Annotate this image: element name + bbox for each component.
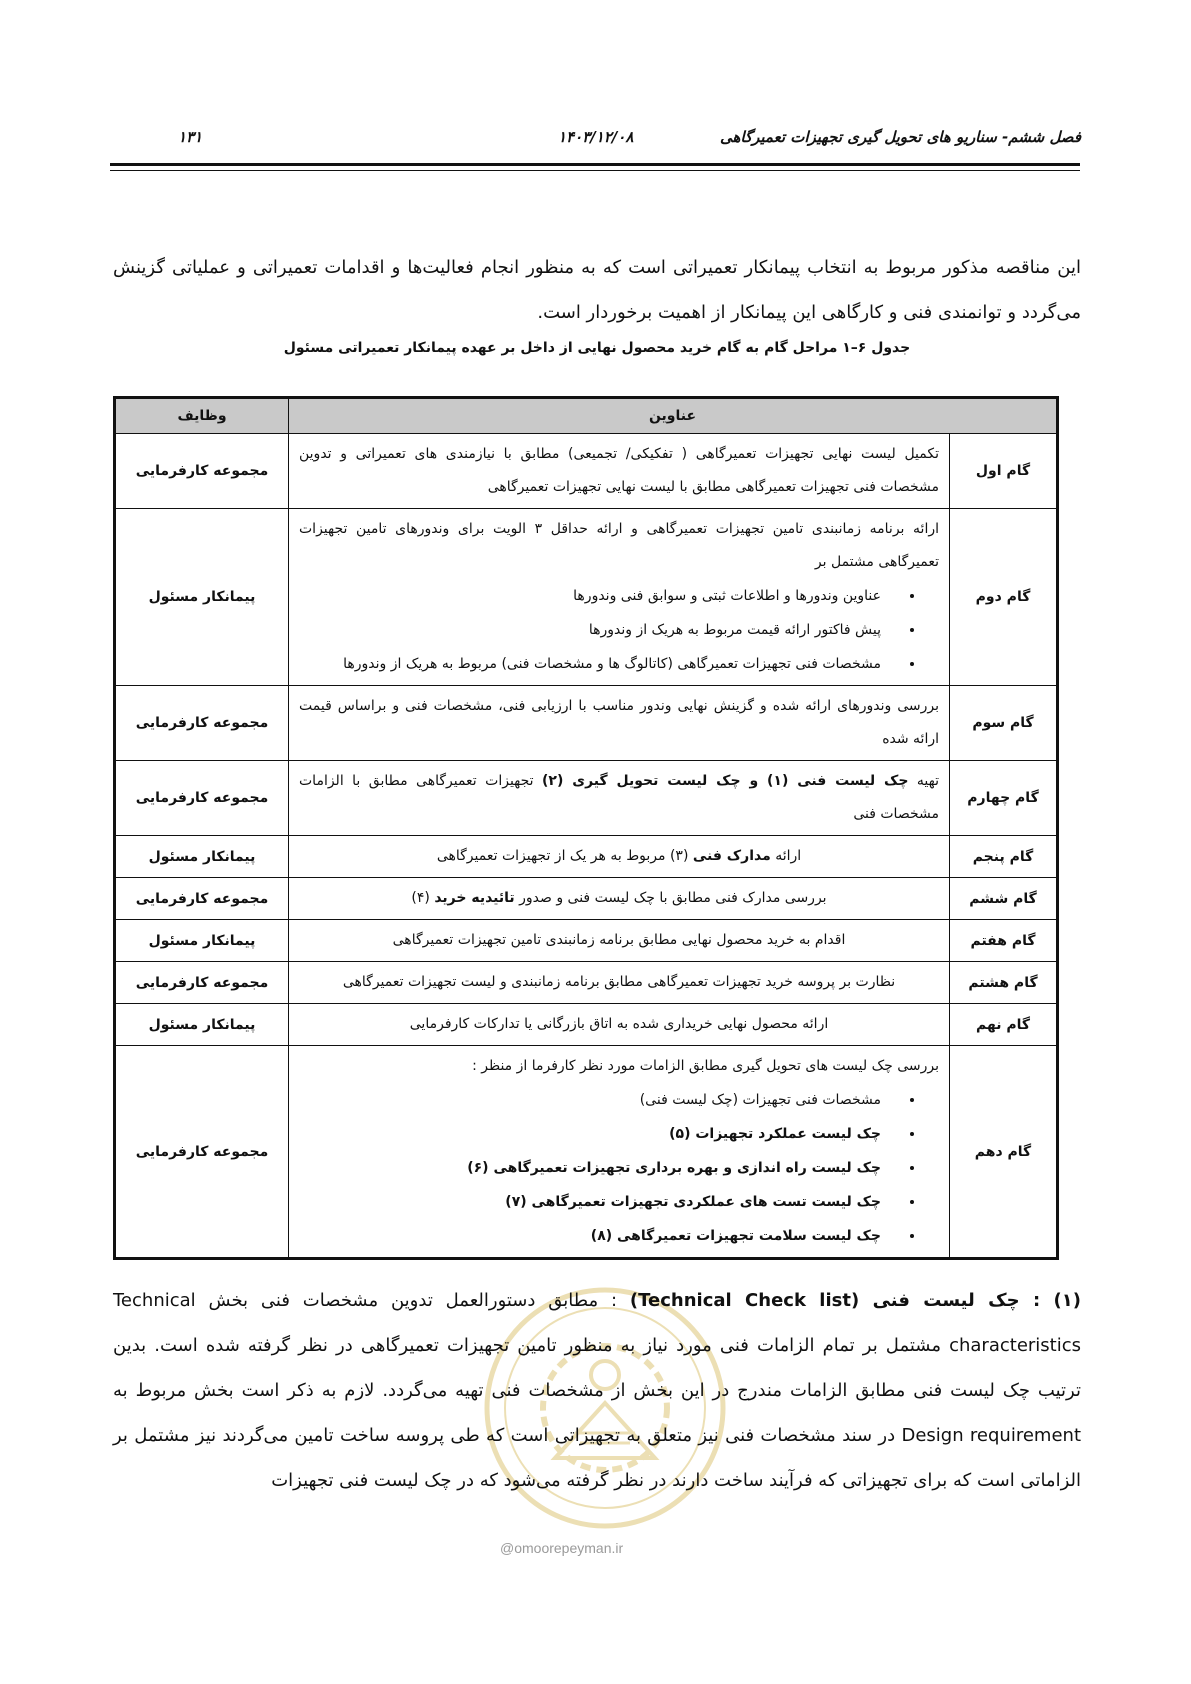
step-text: ارائه برنامه زمانبندی تامین تجهیزات تعمیرگاهی و ارائه حداقل ۳ الویت برای وندورهای تامین تجهیزات تعمیرگاهی مشتمل بر bbox=[299, 521, 939, 570]
table-row bbox=[115, 686, 1058, 761]
table-row bbox=[115, 1004, 1058, 1046]
bullet-item: • مشخصات فنی تجهیزات تعمیرگاهی (کاتالوگ ها و مشخصات فنی) مربوط به هریک از وندورها bbox=[299, 647, 899, 681]
step-role: مجموعه کارفرمایی bbox=[115, 878, 289, 920]
table-caption: جدول ۶–۱ مراحل گام به گام خرید محصول نهایی از داخل بر عهده پیمانکار تعمیراتی مسئول bbox=[283, 340, 911, 356]
text-pre: ارائه bbox=[770, 848, 802, 864]
text-pre: بررسی مدارک فنی مطابق با چک لیست فنی و صدور bbox=[514, 890, 827, 906]
step-label: گام پنجم bbox=[950, 836, 1058, 878]
step-description: تکمیل لیست نهایی تجهیزات تعمیرگاهی ( تفکیکی/ تجمیعی) مطابق با نیازمندی های تعمیراتی و تدوین مشخصات فنی تجهیزات تعمیرگاهی مطابق با لیست نهایی تجهیزات تعمیرگاهی bbox=[289, 434, 950, 509]
header-duties: وظایف bbox=[115, 398, 289, 434]
footnote-paragraph bbox=[113, 1278, 1081, 1503]
header-date: ۱۴۰۳/۱۲/۰۸ bbox=[558, 128, 634, 146]
bullet-item: • پیش فاکتور ارائه قیمت مربوط به هریک از وندورها bbox=[299, 613, 899, 647]
text-bold: چک لیست فنی (۱) و چک لیست تحویل گیری (۲) bbox=[542, 773, 909, 789]
steps-table bbox=[113, 396, 1059, 1260]
text-bold: تائیدیه خرید bbox=[434, 890, 515, 906]
footnote-body: : مطابق دستورالعمل تدوین مشخصات فنی بخش Technical characteristics مشتمل بر تمام الزامات فنی مورد نیاز به منظور تامین تجهیزات تعمیرگاهی در نظر گرفته شده است. بدین ترتیب چک لیست فنی مطابق الزامات مندرج در این بخش از مشخصات فنی تهیه می‌گردد. لازم به ذکر است بخش مربوط به Design requirement در سند مشخصات فنی نیز متعلق به تجهیزاتی است که طی پروسه ساخت تامین می‌گردند نیز مشتمل بر الزاماتی است که برای تجهیزاتی که فرآیند ساخت دارند در نظر گرفته می‌شود که در چک لیست فنی تجهیزات bbox=[113, 1290, 1081, 1491]
step-text: بررسی چک لیست های تحویل گیری مطابق الزامات مورد نظر کارفرما از منظر : bbox=[472, 1058, 939, 1074]
bullet-list bbox=[299, 1083, 939, 1253]
bullet-item: • چک لیست تست های عملکردی تجهیزات تعمیرگاهی (۷) bbox=[299, 1185, 899, 1219]
bullet-item: • چک لیست راه اندازی و بهره برداری تجهیزات تعمیرگاهی (۶) bbox=[299, 1151, 899, 1185]
page-header bbox=[113, 128, 1081, 150]
table-row bbox=[115, 509, 1058, 686]
step-description: بررسی وندورهای ارائه شده و گزینش نهایی وندور مناسب با ارزیابی فنی، مشخصات فنی و براساس قیمت ارائه شده bbox=[289, 686, 950, 761]
text-post: (۴) bbox=[411, 890, 435, 906]
text-post: تجهیزات تعمیرگاهی مطابق با الزامات مشخصات فنی bbox=[299, 773, 939, 822]
table-row bbox=[115, 434, 1058, 509]
step-role: مجموعه کارفرمایی bbox=[115, 686, 289, 761]
bullet-item: • چک لیست سلامت تجهیزات تعمیرگاهی (۸) bbox=[299, 1219, 899, 1253]
step-description bbox=[289, 509, 950, 686]
step-label: گام دهم bbox=[950, 1046, 1058, 1259]
bullet-list bbox=[299, 579, 939, 681]
chapter-title: فصل ششم- سناریو های تحویل گیری تجهیزات تعمیرگاهی bbox=[719, 128, 1081, 146]
bullet-item: • مشخصات فنی تجهیزات (چک لیست فنی) bbox=[299, 1083, 899, 1117]
intro-paragraph: این مناقصه مذکور مربوط به انتخاب پیمانکار تعمیراتی است که به منظور انجام فعالیت‌ها و اقدامات تعمیراتی و عملیاتی گزینش می‌گردد و توانمندی فنی و کارگاهی این پیمانکار از اهمیت برخوردار است. bbox=[113, 257, 1081, 323]
step-label: گام چهارم bbox=[950, 761, 1058, 836]
step-label: گام دوم bbox=[950, 509, 1058, 686]
header-titles: عناوین bbox=[289, 398, 1058, 434]
step-description bbox=[289, 761, 950, 836]
step-label: گام نهم bbox=[950, 1004, 1058, 1046]
step-role: مجموعه کارفرمایی bbox=[115, 434, 289, 509]
step-role: مجموعه کارفرمایی bbox=[115, 1046, 289, 1259]
step-label: گام سوم bbox=[950, 686, 1058, 761]
step-role: مجموعه کارفرمایی bbox=[115, 962, 289, 1004]
step-description: نظارت بر پروسه خرید تجهیزات تعمیرگاهی مطابق برنامه زمانبندی و لیست تجهیزات تعمیرگاهی bbox=[289, 962, 950, 1004]
step-description bbox=[289, 836, 950, 878]
table-row bbox=[115, 836, 1058, 878]
page-number: ۱۳۱ bbox=[178, 128, 203, 146]
step-role: مجموعه کارفرمایی bbox=[115, 761, 289, 836]
step-role: پیمانکار مسئول bbox=[115, 920, 289, 962]
table-row bbox=[115, 1046, 1058, 1259]
footnote-label: (۱) : چک لیست فنی (Technical Check list) bbox=[629, 1290, 1081, 1311]
step-label: گام هفتم bbox=[950, 920, 1058, 962]
step-role: پیمانکار مسئول bbox=[115, 836, 289, 878]
header-rule-thin bbox=[110, 170, 1080, 171]
step-role: پیمانکار مسئول bbox=[115, 1004, 289, 1046]
watermark-site: @omoorepeyman.ir bbox=[500, 1540, 624, 1556]
step-label: گام اول bbox=[950, 434, 1058, 509]
table-row bbox=[115, 962, 1058, 1004]
step-label: گام هشتم bbox=[950, 962, 1058, 1004]
table-row bbox=[115, 761, 1058, 836]
text-post: (۳) مربوط به هر یک از تجهیزات تعمیرگاهی bbox=[436, 848, 693, 864]
header-rule-thick bbox=[110, 163, 1080, 166]
text-pre: تهیه bbox=[908, 773, 940, 789]
table-row bbox=[115, 878, 1058, 920]
bullet-item: • چک لیست عملکرد تجهیزات (۵) bbox=[299, 1117, 899, 1151]
step-description bbox=[289, 878, 950, 920]
text-bold: مدارک فنی bbox=[692, 848, 771, 864]
step-description bbox=[289, 1046, 950, 1259]
step-description: اقدام به خرید محصول نهایی مطابق برنامه زمانبندی تامین تجهیزات تعمیرگاهی bbox=[289, 920, 950, 962]
table-header-row bbox=[115, 398, 1058, 434]
table-row bbox=[115, 920, 1058, 962]
step-role: پیمانکار مسئول bbox=[115, 509, 289, 686]
bullet-item: • عناوین وندورها و اطلاعات ثبتی و سوابق فنی وندورها bbox=[299, 579, 899, 613]
step-label: گام ششم bbox=[950, 878, 1058, 920]
step-description: ارائه محصول نهایی خریداری شده به اتاق بازرگانی یا تدارکات کارفرمایی bbox=[289, 1004, 950, 1046]
